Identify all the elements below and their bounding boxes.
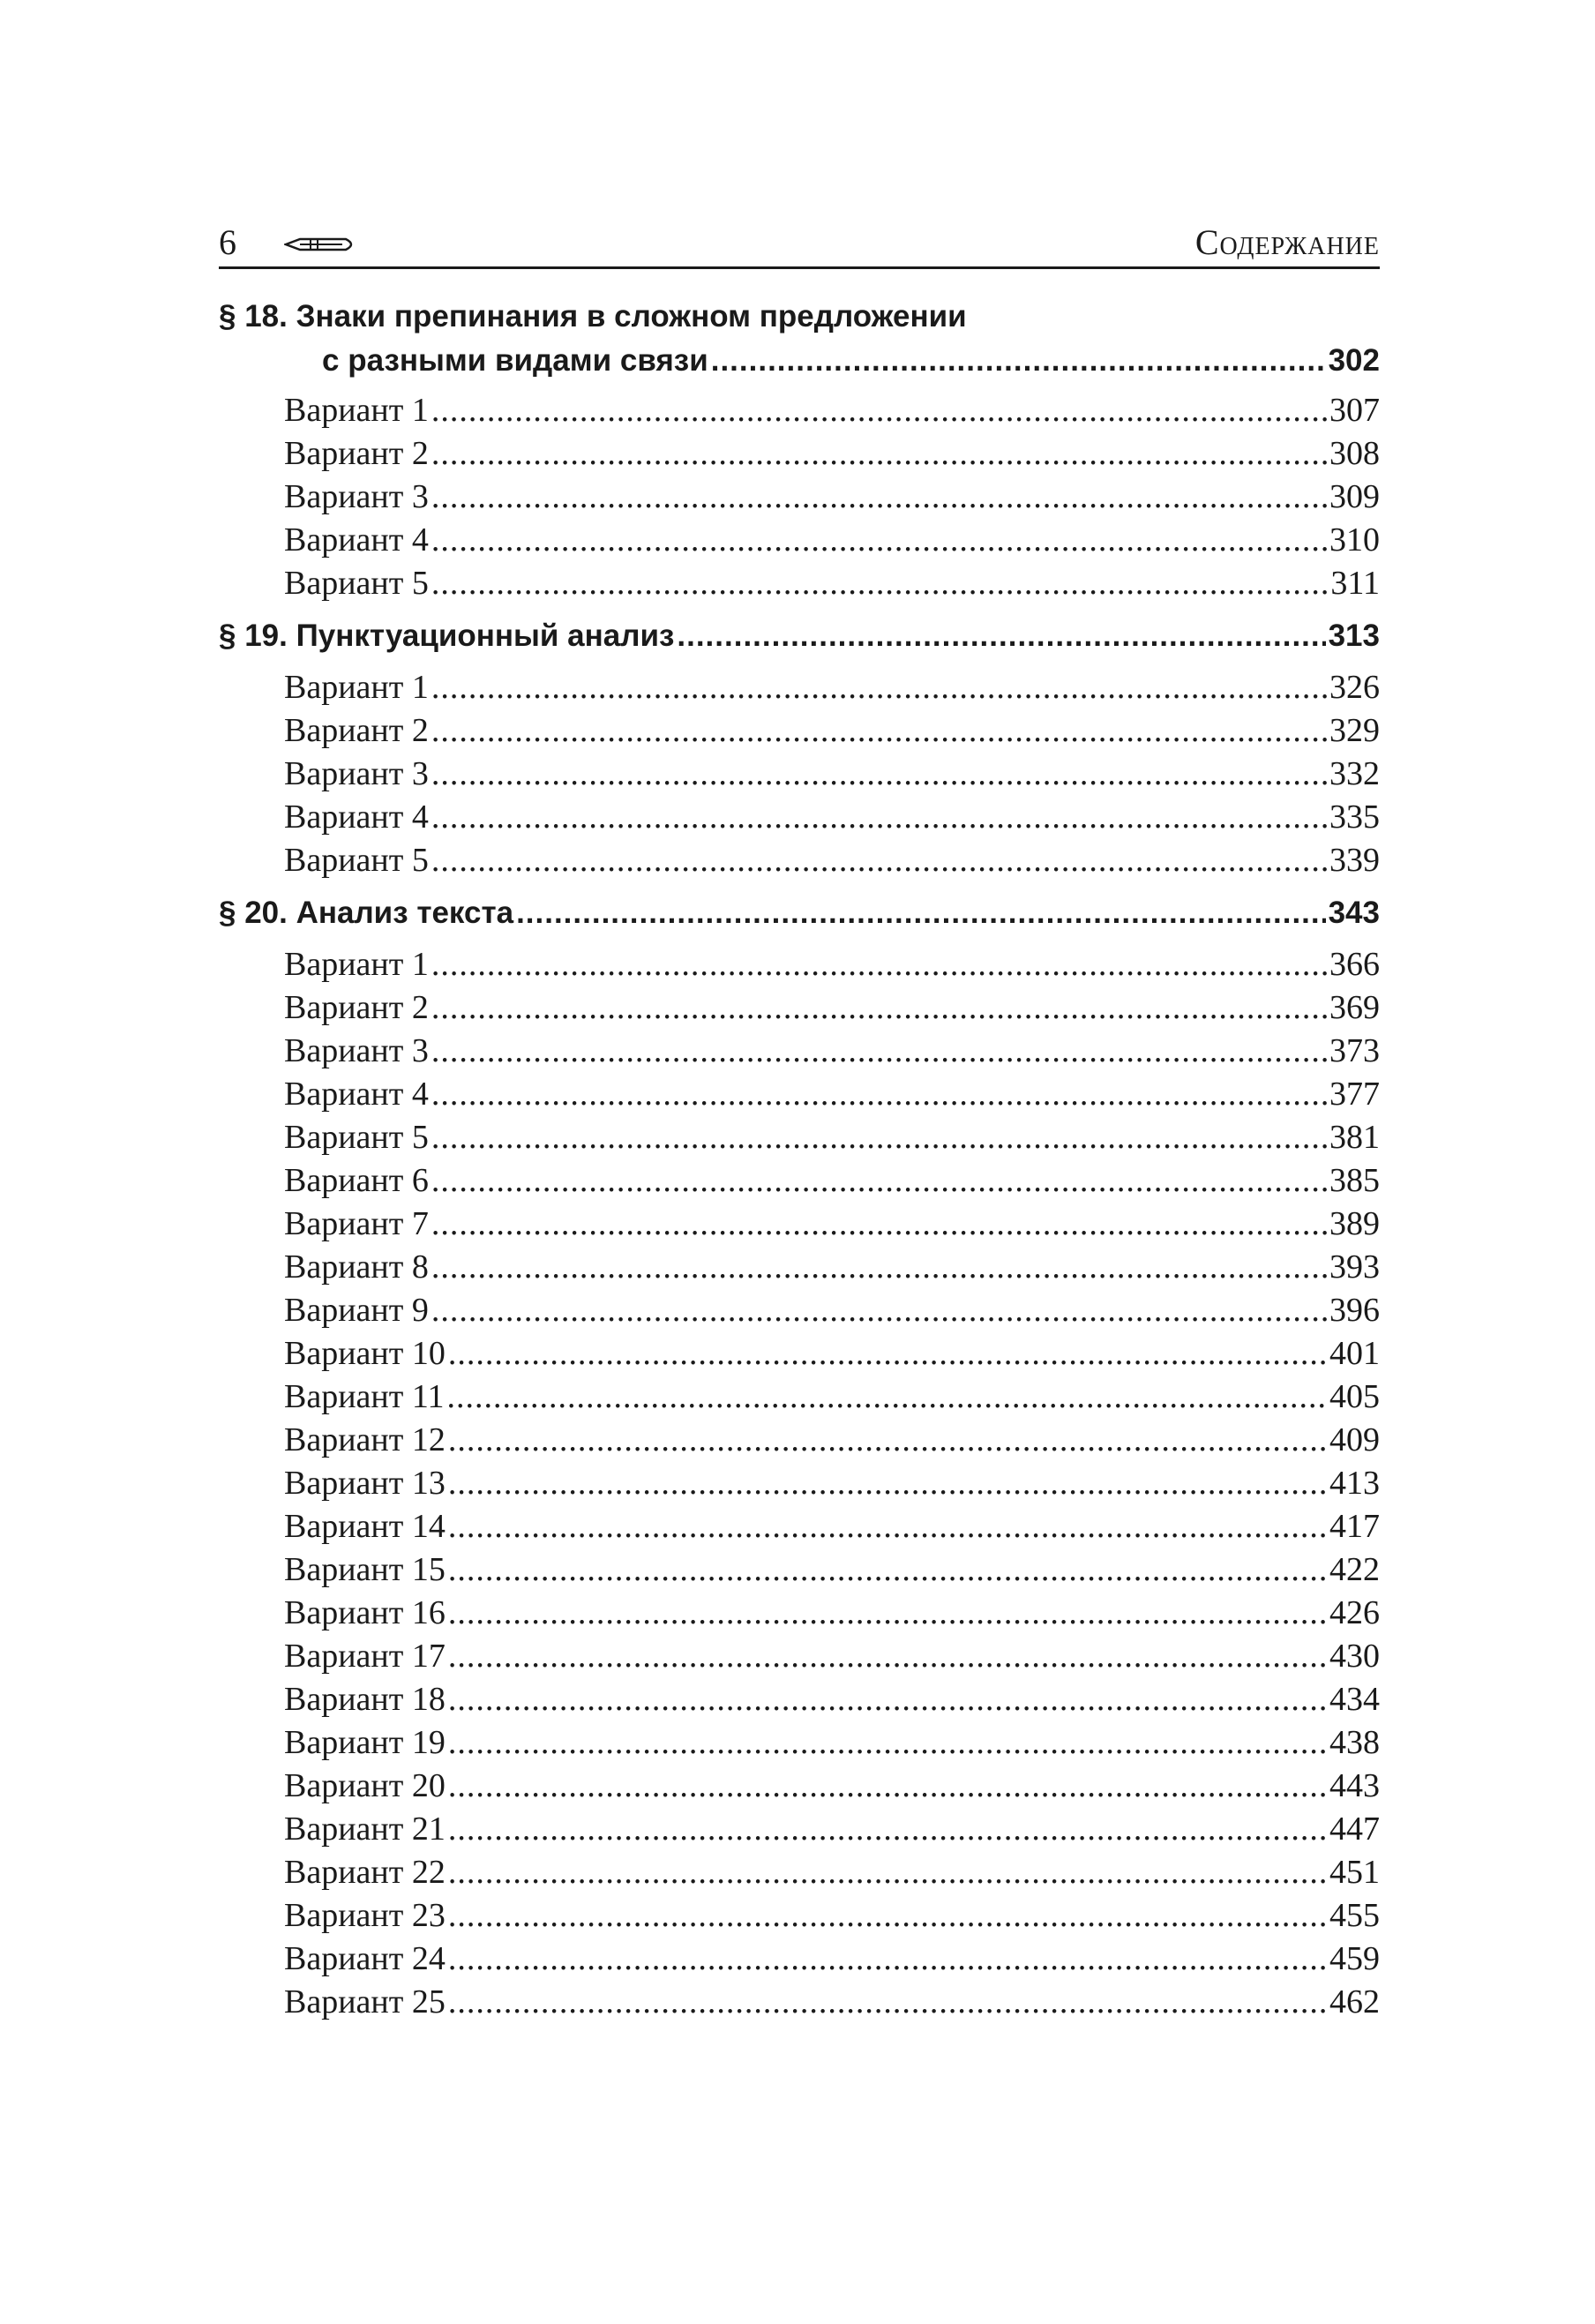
section-19-title: § 19. Пунктуационный анализ bbox=[219, 618, 675, 653]
section-18-variants bbox=[219, 389, 1380, 605]
toc-variant-entry[interactable] bbox=[219, 389, 1380, 432]
section-18-entry[interactable] bbox=[219, 339, 1380, 383]
variant-page: 373 bbox=[1329, 1032, 1380, 1069]
variant-page: 417 bbox=[1329, 1508, 1380, 1545]
variant-page: 332 bbox=[1329, 755, 1380, 792]
dot-leader bbox=[448, 1332, 1327, 1376]
page-number: 6 bbox=[219, 222, 236, 262]
table-of-contents bbox=[219, 295, 1380, 2024]
variant-label: Вариант 17 bbox=[284, 1638, 446, 1675]
dot-leader bbox=[448, 1635, 1327, 1678]
variant-page: 422 bbox=[1329, 1551, 1380, 1588]
dot-leader bbox=[431, 709, 1327, 753]
variant-label: Вариант 4 bbox=[284, 521, 429, 559]
dot-leader bbox=[448, 1419, 1327, 1462]
toc-variant-entry[interactable] bbox=[219, 1505, 1380, 1548]
dot-leader bbox=[431, 666, 1327, 709]
variant-page: 369 bbox=[1329, 989, 1380, 1026]
dot-leader bbox=[431, 839, 1327, 882]
toc-variant-entry[interactable] bbox=[219, 1851, 1380, 1894]
variant-page: 434 bbox=[1329, 1681, 1380, 1718]
variant-page: 405 bbox=[1329, 1378, 1380, 1415]
toc-variant-entry[interactable] bbox=[219, 709, 1380, 753]
toc-variant-entry[interactable] bbox=[219, 476, 1380, 519]
dot-leader bbox=[431, 1203, 1327, 1246]
toc-variant-entry[interactable] bbox=[219, 1246, 1380, 1289]
section-20-entry[interactable] bbox=[219, 888, 1380, 937]
dot-leader bbox=[431, 753, 1327, 796]
variant-page: 366 bbox=[1329, 946, 1380, 983]
variant-page: 307 bbox=[1329, 392, 1380, 429]
variant-label: Вариант 20 bbox=[284, 1767, 446, 1804]
toc-variant-entry[interactable] bbox=[219, 1765, 1380, 1808]
variant-page: 438 bbox=[1329, 1724, 1380, 1761]
dot-leader bbox=[431, 1246, 1327, 1289]
variant-label: Вариант 9 bbox=[284, 1292, 429, 1329]
variant-label: Вариант 1 bbox=[284, 946, 429, 983]
variant-label: Вариант 11 bbox=[284, 1378, 445, 1415]
variant-page: 396 bbox=[1329, 1292, 1380, 1329]
section-18-title-line2: с разными видами связи bbox=[322, 343, 708, 378]
variant-page: 309 bbox=[1329, 478, 1380, 515]
dot-leader bbox=[431, 1116, 1327, 1159]
toc-variant-entry[interactable] bbox=[219, 1376, 1380, 1419]
dot-leader bbox=[448, 1894, 1327, 1938]
dot-leader bbox=[711, 339, 1326, 383]
variant-label: Вариант 14 bbox=[284, 1508, 446, 1545]
variant-label: Вариант 10 bbox=[284, 1335, 446, 1372]
variant-label: Вариант 1 bbox=[284, 392, 429, 429]
toc-variant-entry[interactable] bbox=[219, 1159, 1380, 1203]
dot-leader bbox=[448, 1938, 1327, 1981]
variant-label: Вариант 23 bbox=[284, 1897, 446, 1934]
variant-page: 443 bbox=[1329, 1767, 1380, 1804]
variant-label: Вариант 3 bbox=[284, 478, 429, 515]
variant-page: 447 bbox=[1329, 1810, 1380, 1848]
toc-variant-entry[interactable] bbox=[219, 1419, 1380, 1462]
dot-leader bbox=[448, 1721, 1327, 1765]
dot-leader bbox=[448, 1548, 1327, 1592]
variant-label: Вариант 2 bbox=[284, 712, 429, 749]
dot-leader bbox=[431, 796, 1327, 839]
variant-page: 339 bbox=[1329, 842, 1380, 879]
dot-leader bbox=[448, 1505, 1327, 1548]
toc-variant-entry[interactable] bbox=[219, 1203, 1380, 1246]
dot-leader bbox=[448, 1462, 1327, 1505]
variant-label: Вариант 15 bbox=[284, 1551, 446, 1588]
dot-leader bbox=[431, 1073, 1327, 1116]
variant-label: Вариант 22 bbox=[284, 1854, 446, 1891]
section-18-page: 302 bbox=[1328, 343, 1380, 378]
variant-label: Вариант 24 bbox=[284, 1940, 446, 1977]
dot-leader bbox=[448, 1678, 1327, 1721]
dot-leader bbox=[431, 562, 1329, 605]
variant-label: Вариант 18 bbox=[284, 1681, 446, 1718]
variant-label: Вариант 2 bbox=[284, 989, 429, 1026]
dot-leader bbox=[431, 1289, 1327, 1332]
variant-label: Вариант 12 bbox=[284, 1421, 446, 1458]
variant-label: Вариант 25 bbox=[284, 1983, 446, 2020]
variant-page: 455 bbox=[1329, 1897, 1380, 1934]
variant-label: Вариант 3 bbox=[284, 1032, 429, 1069]
variant-page: 326 bbox=[1329, 669, 1380, 706]
dot-leader bbox=[431, 519, 1327, 562]
dot-leader bbox=[431, 943, 1327, 986]
variant-page: 389 bbox=[1329, 1205, 1380, 1242]
variant-page: 310 bbox=[1329, 521, 1380, 559]
variant-page: 381 bbox=[1329, 1119, 1380, 1156]
running-title: Содержание bbox=[1194, 222, 1380, 262]
variant-label: Вариант 4 bbox=[284, 798, 429, 836]
variant-page: 393 bbox=[1329, 1248, 1380, 1286]
page-header bbox=[219, 219, 1380, 266]
variant-page: 459 bbox=[1329, 1940, 1380, 1977]
variant-page: 308 bbox=[1329, 435, 1380, 472]
variant-page: 335 bbox=[1329, 798, 1380, 836]
variant-page: 385 bbox=[1329, 1162, 1380, 1199]
section-19-variants bbox=[219, 666, 1380, 882]
variant-label: Вариант 5 bbox=[284, 1119, 429, 1156]
variant-page: 409 bbox=[1329, 1421, 1380, 1458]
toc-variant-entry[interactable] bbox=[219, 1030, 1380, 1073]
variant-page: 451 bbox=[1329, 1854, 1380, 1891]
toc-variant-entry[interactable] bbox=[219, 562, 1380, 605]
dot-leader bbox=[448, 1592, 1327, 1635]
toc-variant-entry[interactable] bbox=[219, 1462, 1380, 1505]
dot-leader bbox=[448, 1981, 1327, 2024]
header-rule bbox=[219, 266, 1380, 269]
toc-variant-entry[interactable] bbox=[219, 1548, 1380, 1592]
toc-variant-entry[interactable] bbox=[219, 1721, 1380, 1765]
dot-leader bbox=[446, 1376, 1327, 1419]
variant-page: 377 bbox=[1329, 1076, 1380, 1113]
variant-label: Вариант 2 bbox=[284, 435, 429, 472]
toc-variant-entry[interactable] bbox=[219, 1938, 1380, 1981]
variant-page: 413 bbox=[1329, 1465, 1380, 1502]
dot-leader bbox=[448, 1765, 1327, 1808]
variant-label: Вариант 3 bbox=[284, 755, 429, 792]
variant-page: 329 bbox=[1329, 712, 1380, 749]
variant-label: Вариант 19 bbox=[284, 1724, 446, 1761]
variant-page: 311 bbox=[1330, 565, 1380, 602]
toc-variant-entry[interactable] bbox=[219, 753, 1380, 796]
section-19-entry[interactable] bbox=[219, 611, 1380, 660]
dot-leader bbox=[431, 1159, 1327, 1203]
section-19-page: 313 bbox=[1328, 618, 1380, 653]
section-18-title-line1: § 18. Знаки препинания в сложном предложении bbox=[219, 299, 967, 334]
pen-nib-icon bbox=[284, 235, 358, 254]
toc-variant-entry[interactable] bbox=[219, 1981, 1380, 2024]
toc-variant-entry[interactable] bbox=[219, 432, 1380, 476]
variant-label: Вариант 5 bbox=[284, 842, 429, 879]
toc-variant-entry[interactable] bbox=[219, 1592, 1380, 1635]
variant-label: Вариант 5 bbox=[284, 565, 429, 602]
toc-variant-entry[interactable] bbox=[219, 1116, 1380, 1159]
variant-page: 430 bbox=[1329, 1638, 1380, 1675]
toc-variant-entry[interactable] bbox=[219, 1289, 1380, 1332]
variant-label: Вариант 13 bbox=[284, 1465, 446, 1502]
dot-leader bbox=[677, 611, 1325, 660]
section-20-variants bbox=[219, 943, 1380, 2024]
section-20-title: § 20. Анализ текста bbox=[219, 896, 514, 930]
variant-label: Вариант 1 bbox=[284, 669, 429, 706]
toc-variant-entry[interactable] bbox=[219, 519, 1380, 562]
dot-leader bbox=[448, 1808, 1327, 1851]
toc-variant-entry[interactable] bbox=[219, 1678, 1380, 1721]
section-20-page: 343 bbox=[1328, 896, 1380, 930]
dot-leader bbox=[516, 888, 1326, 937]
toc-variant-entry[interactable] bbox=[219, 1894, 1380, 1938]
variant-label: Вариант 7 bbox=[284, 1205, 429, 1242]
toc-variant-entry[interactable] bbox=[219, 1635, 1380, 1678]
variant-page: 462 bbox=[1329, 1983, 1380, 2020]
dot-leader bbox=[431, 432, 1327, 476]
variant-page: 401 bbox=[1329, 1335, 1380, 1372]
dot-leader bbox=[431, 1030, 1327, 1073]
toc-variant-entry[interactable] bbox=[219, 1332, 1380, 1376]
toc-variant-entry[interactable] bbox=[219, 986, 1380, 1030]
toc-variant-entry[interactable] bbox=[219, 666, 1380, 709]
variant-label: Вариант 4 bbox=[284, 1076, 429, 1113]
toc-variant-entry[interactable] bbox=[219, 1073, 1380, 1116]
variant-label: Вариант 8 bbox=[284, 1248, 429, 1286]
toc-variant-entry[interactable] bbox=[219, 796, 1380, 839]
dot-leader bbox=[431, 476, 1327, 519]
variant-label: Вариант 16 bbox=[284, 1594, 446, 1631]
toc-variant-entry[interactable] bbox=[219, 839, 1380, 882]
dot-leader bbox=[431, 986, 1327, 1030]
variant-page: 426 bbox=[1329, 1594, 1380, 1631]
dot-leader bbox=[431, 389, 1327, 432]
variant-label: Вариант 21 bbox=[284, 1810, 446, 1848]
toc-variant-entry[interactable] bbox=[219, 1808, 1380, 1851]
toc-variant-entry[interactable] bbox=[219, 943, 1380, 986]
variant-label: Вариант 6 bbox=[284, 1162, 429, 1199]
dot-leader bbox=[448, 1851, 1327, 1894]
